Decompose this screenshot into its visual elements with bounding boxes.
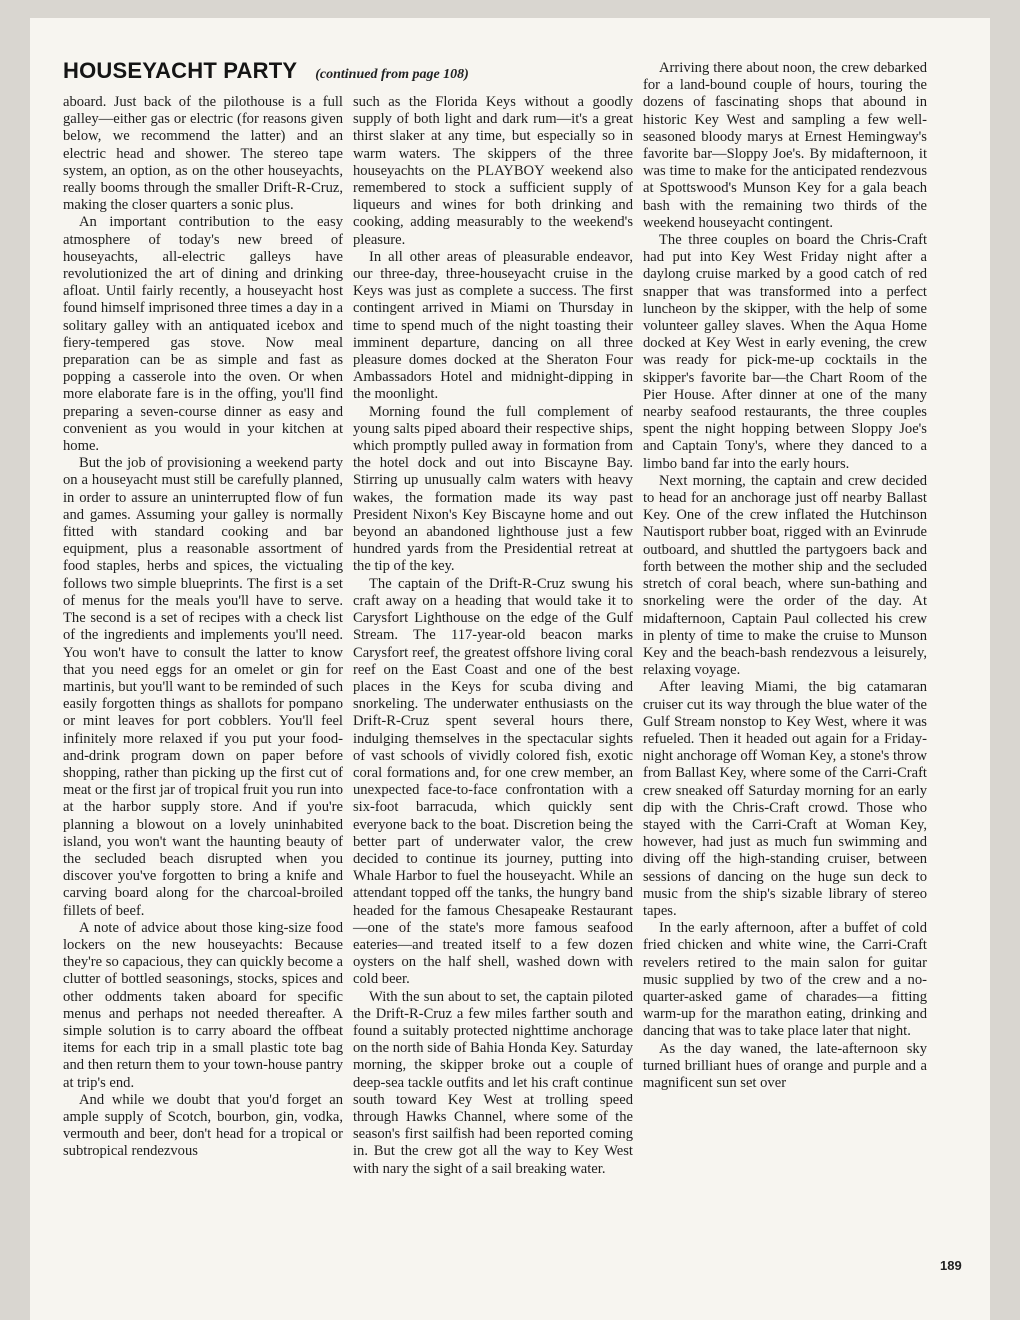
article-paragraph: A note of advice about those king-size food lockers on the new houseyachts: Because they're so capacious, they can quickly become a clutter of bottled seasonings, stocks, spices and other oddments taken aboard for specific menus and perhaps not needed thereafter. A simple solution is to carry aboard the offbeat items for each trip in a small plastic tote bag and then return them to your town-house pantry at trip's end. (63, 919, 343, 1091)
article-paragraph: With the sun about to set, the captain piloted the Drift-R-Cruz a few miles farther south and found a suitably protected nighttime anchorage on the north side of Bahia Honda Key. Saturday morning, the skipper broke out a couple of deep-sea tackle outfits and let his craft continue south toward Key West at trolling speed through Hawks Channel, where some of the season's first sailfish had been reported coming in. But the crew got all the way to Key West with nary the sight of a sail breaking water. (353, 988, 633, 1177)
article-paragraph: aboard. Just back of the pilothouse is a full galley—either gas or electric (for reasons given below, we recommend the latter) and an electric head and shower. The stereo tape system, an option, as on the other houseyachts, really booms through the smaller Drift-R-Cruz, making the closer quarters a sonic plus. (63, 94, 343, 214)
article-paragraph: The three couples on board the Chris-Craft had put into Key West Friday night after a daylong cruise marked by a good catch of red snapper that was transformed into a perfect luncheon by the skipper, with the help of some volunteer galley slaves. When the Aqua Home docked at Key West in early evening, the crew was ready for pick-me-up cocktails in the skipper's favorite bar—the Chart Room of the Pier House. After dinner at one of the many nearby seafood restaurants, the three couples spent the night hopping between Sloppy Joe's and Captain Tony's, where they danced to a limbo band far into the early hours. (643, 232, 927, 472)
article-paragraph: In the early afternoon, after a buffet of cold fried chicken and white wine, the Carri-Craft revelers retired to the main salon for guitar music supplied by two of the crew and a no-quarter-asked game of charades—a fitting warm-up for the marathon eating, drinking and dancing that was to take place later that night. (643, 920, 927, 1040)
article-paragraph: An important contribution to the easy atmosphere of today's new breed of houseyachts, all-electric galleys have revolutionized the art of dining and drinking afloat. Until fairly recently, a houseyacht host found himself imprisoned three times a day in a solitary galley with an antiquated icebox and fiery-tempered gas stove. Now meal preparation can be as simple and fast as popping a casserole into the oven. Or when more elaborate fare is in the offing, you'll find preparing a seven-course dinner as easy and convenient as you would in your kitchen at home. (63, 214, 343, 455)
text-column-2 (353, 94, 633, 1178)
text-column-1 (63, 94, 343, 1161)
article-paragraph: But the job of provisioning a weekend party on a houseyacht must still be carefully planned, in order to assure an uninterrupted flow of fun and games. Assuming your galley is normally fitted with standard cooking and bar equipment, plus a reasonable assortment of food staples, herbs and spices, the victualing follows two simple blueprints. The first is a set of menus for the meals you'll have to serve. The second is a set of recipes with a check list of the ingredients and implements you'll need. You won't have to consult the latter to know that you need eggs for an omelet or gin for martinis, but you'll want to be reminded of such easily forgotten things as shallots for pompano or mint leaves for port cobblers. You'll feel infinitely more relaxed if you put your food-and-drink program down on paper before shopping, rather than picking up the first cut of meat or the first jar of tropical fruit you run into at the harbor supply store. And if you're planning a blowout on a lovely uninhabited island, you won't want the haunting beauty of the secluded beach disrupted when you discover you've forgotten to bring a knife and carving board along for the charcoal-broiled fillets of beef. (63, 455, 343, 919)
text-column-3 (643, 60, 927, 1092)
header (63, 58, 623, 92)
article-paragraph: Next morning, the captain and crew decided to head for an anchorage just off nearby Ballast Key. One of the crew inflated the Hutchinson Nautisport rubber boat, rigged with an Evinrude outboard, and shuttled the partygoers back and forth between the mother ship and the secluded stretch of coral beach, where sun-bathing and snorkeling were the order of the day. At midafternoon, Captain Paul collected his crew in plenty of time to make the cruise to Munson Key and the beach-bash rendezvous a leisurely, relaxing voyage. (643, 472, 927, 679)
continued-note: (continued from page 108) (315, 67, 469, 82)
article-paragraph: After leaving Miami, the big catamaran cruiser cut its way through the blue water of the Gulf Stream nonstop to Key West, where it was refueled. Then it headed out again for a Friday-night anchorage off Woman Key, a stone's throw from Ballast Key, where some of the Carri-Craft crew sneaked off Saturday morning for an early dip with the Chris-Craft crowd. Those who stayed with the Carri-Craft at Woman Key, however, had just as much fun swimming and diving off the high-standing cruiser, between sessions of dancing on the huge sun deck to music from the ship's sizable library of stereo tapes. (643, 679, 927, 919)
article-paragraph: The captain of the Drift-R-Cruz swung his craft away on a heading that would take it to Carysfort Lighthouse on the edge of the Gulf Stream. The 117-year-old beacon marks Carysfort reef, the greatest offshore living coral reef on the East Coast and one of the best places in the Keys for scuba diving and snorkeling. The underwater enthusiasts on the Drift-R-Cruz spent several hours there, indulging themselves in the spectacular sights of vast schools of vividly colored fish, exotic coral formations and, for one crew member, an unexpected face-to-face confrontation with a six-foot barracuda, which quickly sent everyone back to the boat. Discretion being the better part of underwater valor, the crew decided to continue its journey, putting into Whale Harbor to fuel the houseyacht. While an attendant topped off the tanks, the hungry band headed for the famous Chesapeake Restaurant—one of the state's more famous seafood eateries—and treated itself to a few dozen oysters on the half shell, washed down with cold beer. (353, 575, 633, 988)
article-paragraph: As the day waned, the late-afternoon sky turned brilliant hues of orange and purple and a magnificent sun set over (643, 1040, 927, 1091)
article-paragraph: In all other areas of pleasurable endeavor, our three-day, three-houseyacht cruise in the Keys was just as complete a success. The first contingent arrived in Miami on Thursday in time to spend much of the night toasting their imminent departure, dancing on all three pleasure domes docked at the Sheraton Four Ambassadors Hotel and midnight-dipping in the moonlight. (353, 248, 633, 403)
page-number: 189 (940, 1258, 962, 1273)
article-paragraph: such as the Florida Keys without a goodly supply of both light and dark rum—it's a great thirst slaker at any time, but especially so in warm waters. The skippers of the three houseyachts on the PLAYBOY weekend also remembered to stock a sufficient supply of liqueurs and wines for both drinking and cooking, adding measurably to the weekend's pleasure. (353, 94, 633, 248)
article-paragraph: Morning found the full complement of young salts piped aboard their respective ships, which promptly pulled away in formation from the hotel dock and out into Biscayne Bay. Stirring up unusually calm waters with heavy wakes, the formation made its way past President Nixon's Key Biscayne home and out beyond an abandoned lighthouse just a few hundred yards from the Presidential retreat at the tip of the key. (353, 403, 633, 575)
article-paragraph: And while we doubt that you'd forget an ample supply of Scotch, bourbon, gin, vodka, vermouth and beer, don't head for a tropical or subtropical rendezvous (63, 1091, 343, 1160)
article-title: HOUSEYACHT PARTY (63, 58, 298, 83)
article-paragraph: Arriving there about noon, the crew debarked for a land-bound couple of hours, touring the dozens of fascinating shops that abound in historic Key West and sampling a few well-seasoned bloody marys at Ernest Hemingway's favorite bar—Sloppy Joe's. By midafternoon, it was time to make for the anticipated rendezvous at Spottswood's Munson Key for a gala beach bash with the remaining two thirds of the weekend houseyacht contingent. (643, 60, 927, 231)
magazine-page (30, 18, 990, 1320)
